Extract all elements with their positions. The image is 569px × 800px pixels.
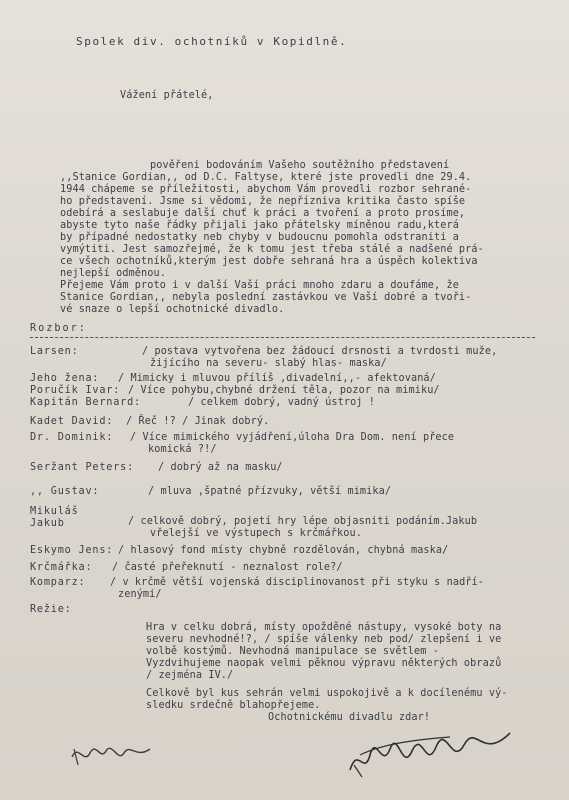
direction-line: Vyzdvihujeme naopak velmi pěknou výpravu některých obrazů (146, 658, 502, 669)
role-label: Jakub (30, 518, 65, 529)
role-comment: / mluva ,špatné přízvuky, větší mimika/ (148, 486, 392, 497)
body-line: odebírá a seslabuje další chuť k práci a tvoření a proto prosíme, (60, 208, 466, 219)
direction-line: severu nevhodné!?, / spíše válenky neb pod/ zlepšení i ve (146, 634, 502, 645)
role-comment: / Více pohybu,chybné držení těla, pozor na mimiku/ (128, 385, 440, 396)
body-line: pověřeni bodováním Vašeho soutěžního představení (150, 160, 450, 171)
role-comment: / celkově dobrý, pojetí hry lépe objasniti podáním.Jakub (128, 516, 478, 527)
role-comment-cont: komická ?!/ (148, 444, 217, 455)
role-label: Kapitán Bernard: (30, 397, 141, 408)
role-comment: / postava vytvořena bez žádoucí drsnosti a tvrdosti muže, (142, 346, 498, 357)
role-label: Mikuláš (30, 506, 79, 517)
body-line: nejlepší odměnou. (60, 268, 166, 279)
role-label: Seržant Peters: (30, 462, 135, 473)
role-comment: / Více mimického vyjádření,úloha Dra Dom. není přece (130, 432, 455, 443)
direction-line: / zejména IV./ (146, 670, 234, 681)
role-comment: / Řeč !? / Jinak dobrý. (126, 416, 270, 427)
role-comment-cont: žijícího na severu- slabý hlas- maska/ (150, 358, 387, 369)
role-comment: / Mimicky i mluvou přílíš ,divadelní,,- afektovaná/ (118, 373, 436, 384)
role-label: Larsen: (30, 346, 79, 357)
direction-line: volbě kostýmů. Nevhodná manipulace se světlem - (146, 646, 439, 657)
role-label: Dr. Dominik: (30, 432, 114, 443)
role-comment: / hlasový fond místy chybně rozdělován, chybná maska/ (118, 545, 449, 556)
role-label: ,, Gustav: (30, 486, 100, 497)
signoff: Ochotnickému divadlu zdar! (268, 712, 431, 723)
body-line: ho představení. Jsme si vědomi, že nepřízniva kritika často spíše (60, 196, 466, 207)
analysis-heading: Rozbor: (30, 323, 87, 334)
role-comment: / časté přeřeknutí - neznalost role?/ (112, 562, 343, 573)
role-label: Poručík Ivar: (30, 385, 121, 396)
body-line: Stanice Gordian,, nebyla poslední zastávkou ve Vaší dobré a tvoři- (60, 292, 472, 303)
body-line: vé snaze o lepší ochotnické divadlo. (60, 304, 285, 315)
role-label: Krčmářka: (30, 562, 93, 573)
body-line: 1944 chápeme se příležitosti, abychom Vám provedli rozbor sehrané- (60, 184, 472, 195)
body-line: Přejeme Vám proto i v další Vaší práci mnoho zdaru a doufáme, že (60, 280, 459, 291)
salutation: Vážení přátelé, (120, 90, 214, 101)
role-label: Režie: (30, 604, 72, 615)
closing-line: Celkově byl kus sehrán velmi uspokojivě a k docílenému vý- (146, 688, 508, 699)
role-comment: / v krčmě větší vojenská disciplinovanost při styku s nadří- (110, 577, 485, 588)
body-line: ce všech ochotníků,kterým jest dobře sehraná hra a úspěch kolektiva (60, 256, 478, 267)
letter-title: Spolek div. ochotníků v Kopidlně. (76, 35, 348, 48)
body-line: by případné nedostatky neb chyby v budoucnu pomohla odstraniti a (60, 232, 459, 243)
heading-divider (30, 337, 535, 338)
body-line: vymýtiti. Jest samozřejmé, že k tomu jest třeba stálé a nadšené prá- (60, 244, 484, 255)
closing-line: sledku srdečně blahopřejeme. (146, 700, 321, 711)
direction-line: Hra v celku dobrá, místy opožděné nástupy, vysoké boty na (146, 622, 502, 633)
signature-left (66, 735, 156, 775)
role-label: Kadet David: (30, 416, 114, 427)
role-label: Komparz: (30, 577, 86, 588)
body-line: abyste tyto naše řádky přijali jako přátelsky míněnou radu,která (60, 220, 459, 231)
role-label: Eskymo Jens: (30, 545, 114, 556)
role-comment: / dobrý až na masku/ (158, 462, 283, 473)
role-comment-cont: zenými/ (118, 589, 162, 600)
role-comment: / celkem dobrý, vadný ústroj ! (188, 397, 376, 408)
signature-right (340, 715, 520, 785)
role-comment-cont: vřelejší ve výstupech s krčmářkou. (150, 528, 362, 539)
body-line: ,,Stanice Gordian,, od D.C. Faltyse, které jste provedli dne 29.4. (60, 172, 472, 183)
role-label: Jeho žena: (30, 373, 100, 384)
